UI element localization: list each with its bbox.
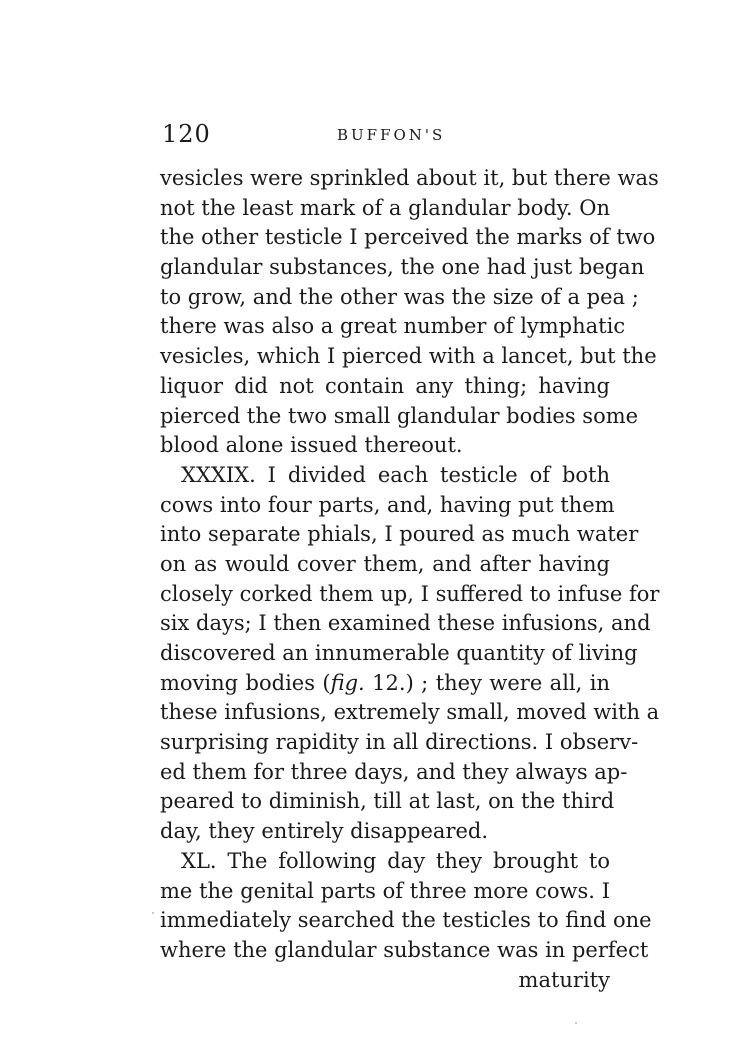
text-line: vesicles, which I pierced with a lancet, but the xyxy=(160,344,657,369)
text-line: glandular substances, the one had just began xyxy=(160,255,645,280)
paragraph-end-line: blood alone issued thereout. xyxy=(160,433,463,458)
text-line: closely corked them up, I suffered to infuse for xyxy=(160,581,660,606)
text-line: vesicles were sprinkled about it, but there was xyxy=(160,166,659,190)
text-line: liquor did not contain any thing; having xyxy=(160,373,610,398)
text-line: into separate phials, I poured as much water xyxy=(160,522,639,547)
catchword: maturity xyxy=(518,967,610,992)
text-line: on as would cover them, and after having xyxy=(160,551,610,576)
section-heading-line: XXXIX. I divided each testicle of both xyxy=(181,462,610,487)
text-line: cows into four parts, and, having put them xyxy=(160,492,615,517)
text-line: the other testicle I perceived the marks of two xyxy=(160,225,656,250)
page-number: 120 xyxy=(162,120,211,148)
text-line-with-figure-ref xyxy=(160,669,610,699)
section-heading-line: XL. The following day they brought to xyxy=(181,848,610,873)
running-head: BUFFON'S xyxy=(337,126,446,144)
text-line: pierced the two small glandular bodies some xyxy=(160,403,639,428)
text-line: surprising rapidity in all directions. I observ- xyxy=(160,730,639,755)
paper-speck xyxy=(575,1022,577,1024)
text-line: discovered an innumerable quantity of living xyxy=(160,641,638,665)
text-line: peared to diminish, till at last, on the third xyxy=(160,789,615,814)
text-line: where the glandular substance was in perfect xyxy=(160,937,649,962)
page-header xyxy=(162,120,612,150)
paper-speck xyxy=(152,912,154,914)
text-line: ed them for three days, and they always ap- xyxy=(160,759,628,784)
text-line: me the genital parts of three more cows. I xyxy=(160,878,610,903)
figure-reference: fig. xyxy=(330,670,365,695)
text-line: to grow, and the other was the size of a pea ; xyxy=(160,284,639,309)
body-text xyxy=(160,164,660,995)
text-fragment: moving bodies ( xyxy=(160,670,331,695)
text-line: six days; I then examined these infusions, and xyxy=(160,611,651,636)
text-line: there was also a great number of lymphatic xyxy=(160,314,626,339)
text-line: not the least mark of a glandular body. On xyxy=(160,195,610,220)
text-line: immediately searched the testicles to find one xyxy=(160,908,652,933)
text-fragment: 12.) ; they were all, in xyxy=(364,670,610,695)
text-line: these infusions, extremely small, moved with a xyxy=(160,700,660,725)
paragraph-end-line: day, they entirely disappeared. xyxy=(160,819,489,844)
